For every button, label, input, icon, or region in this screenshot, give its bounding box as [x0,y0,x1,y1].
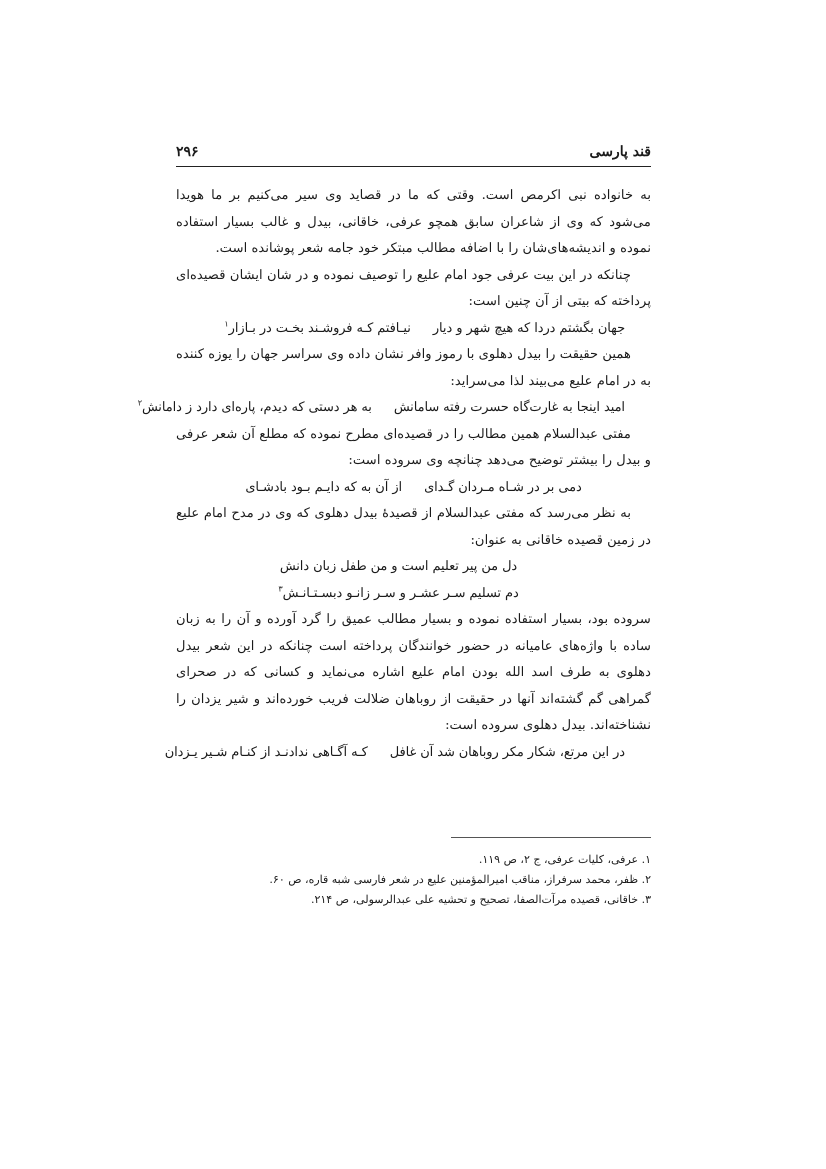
footnote-ref-1: ۱ [224,319,229,329]
footnote-ref-2: ۲ [137,398,142,408]
verse-2 [137,395,651,422]
footnote-1: ۱. عرفی، کلیات عرفی، ج ۲، ص ۱۱۹. [478,853,651,866]
footnote-ref-3: ۳ [278,584,283,594]
running-header [176,140,651,167]
verse-1-second-hemistich: نیـافتم کـه فروشـند بخـت در بـازار$^۱$ [224,319,411,336]
paragraph-1: به خانواده نبی اکرمص است. وقتی که ما در قصاید وی سیر می‌کنیم بر ما هویدا می‌شود که وی از شاعران سابق همچو عرفی، خاقانی، بیدل و غالب بسیار استفاده نموده و اندیشه‌های‌شان را با اضافه مطالب مبتکر خود جامه شعر پوشانده است. [176,188,651,256]
verse-4-second-hemistich: کـه آگـاهی ندادنـد از کنـام شـیر یـزدان [164,744,368,760]
verse-3 [176,475,651,502]
footnote-2: ۲. ظفر، محمد سرفراز، مناقب امیرالمؤمنین علیع در شعر فارسی شبه قاره، ص ۶۰. [269,873,651,886]
paragraph-4: مفتی عبدالسلام همین مطالب را در قصیده‌ای مطرح نموده که مطلع آن شعر عرفی و بیدل را بیشتر توضیح می‌دهد چنانچه وی سروده است: [176,426,651,468]
paragraph-2: چنانکه در این بیت عرفی جود امام علیع را توصیف نموده و در شان ایشان قصیده‌ای پرداخته که بیتی از آن چنین است: [176,267,651,309]
main-text [137,183,651,766]
paragraph-3: همین حقیقت را بیدل دهلوی با رموز وافر نشان داده وی سراسر جهان را یوزه کننده به در امام علیع می‌بیند لذا می‌سراید: [176,347,651,389]
verse-2-first-hemistich: امید اینجا به غارت‌گاه حسرت رفته سامانش [393,400,625,415]
verse-3-first-hemistich: دمی بر در شـاه مـردان گـدای [424,479,582,495]
footnote-separator [451,837,651,838]
verse-1-first-hemistich: جهان بگشتم دردا که هیچ شهر و دیار [432,320,625,336]
couplet-line-1: دل من پیر تعلیم است و من طفل زبان دانش [279,559,518,574]
footnotes [176,850,651,910]
paragraph-6: سروده بود، بسیار استفاده نموده و بسیار مطالب عمیق را گرد آورده و آن را به زبان ساده با واژه‌های عامیانه در حضور خوانندگان پرداخته است چنانکه در این شعر بیدل دهلوی به طرف اسد الله بودن امام علیع اشاره می‌نماید و کسانی که در صحرای گمراهی گم گشته‌اند آنها در حقیقت از روباهان ضلالت فریب خورده‌اند و شیر یزدان را نشناخته‌اند. بیدل دهلوی سروده است: [176,612,651,733]
journal-title: قند پارسی [589,144,651,160]
verse-2-second-hemistich: به هر دستی که دیدم، پاره‌ای دارد ز دامانش$^۲$ [137,398,372,415]
verse-1 [176,316,651,343]
couplet-line-2: دم تسلیم سـر عشـر و سـر زانـو دبسـتـانـش$^۳$ [278,584,519,601]
verse-3-second-hemistich: از آن به که دایـم بـود بادشـای [245,479,403,495]
verse-4 [164,740,651,767]
footnote-3: ۳. خاقانی، قصیده مرآت‌الصفا، تصحیح و تحشیه علی عبدالرسولی، ص ۲۱۴. [310,893,651,906]
page-number: ۲۹۶ [176,144,199,160]
paragraph-5: به نظر می‌رسد که مفتی عبدالسلام از قصیدهٔ بیدل دهلوی که وی در مدح امام علیع در زمین قصیده خاقانی به عنوان: [176,506,651,548]
verse-4-first-hemistich: در این مرتع، شکار مکر روباهان شد آن غافل [389,744,625,760]
